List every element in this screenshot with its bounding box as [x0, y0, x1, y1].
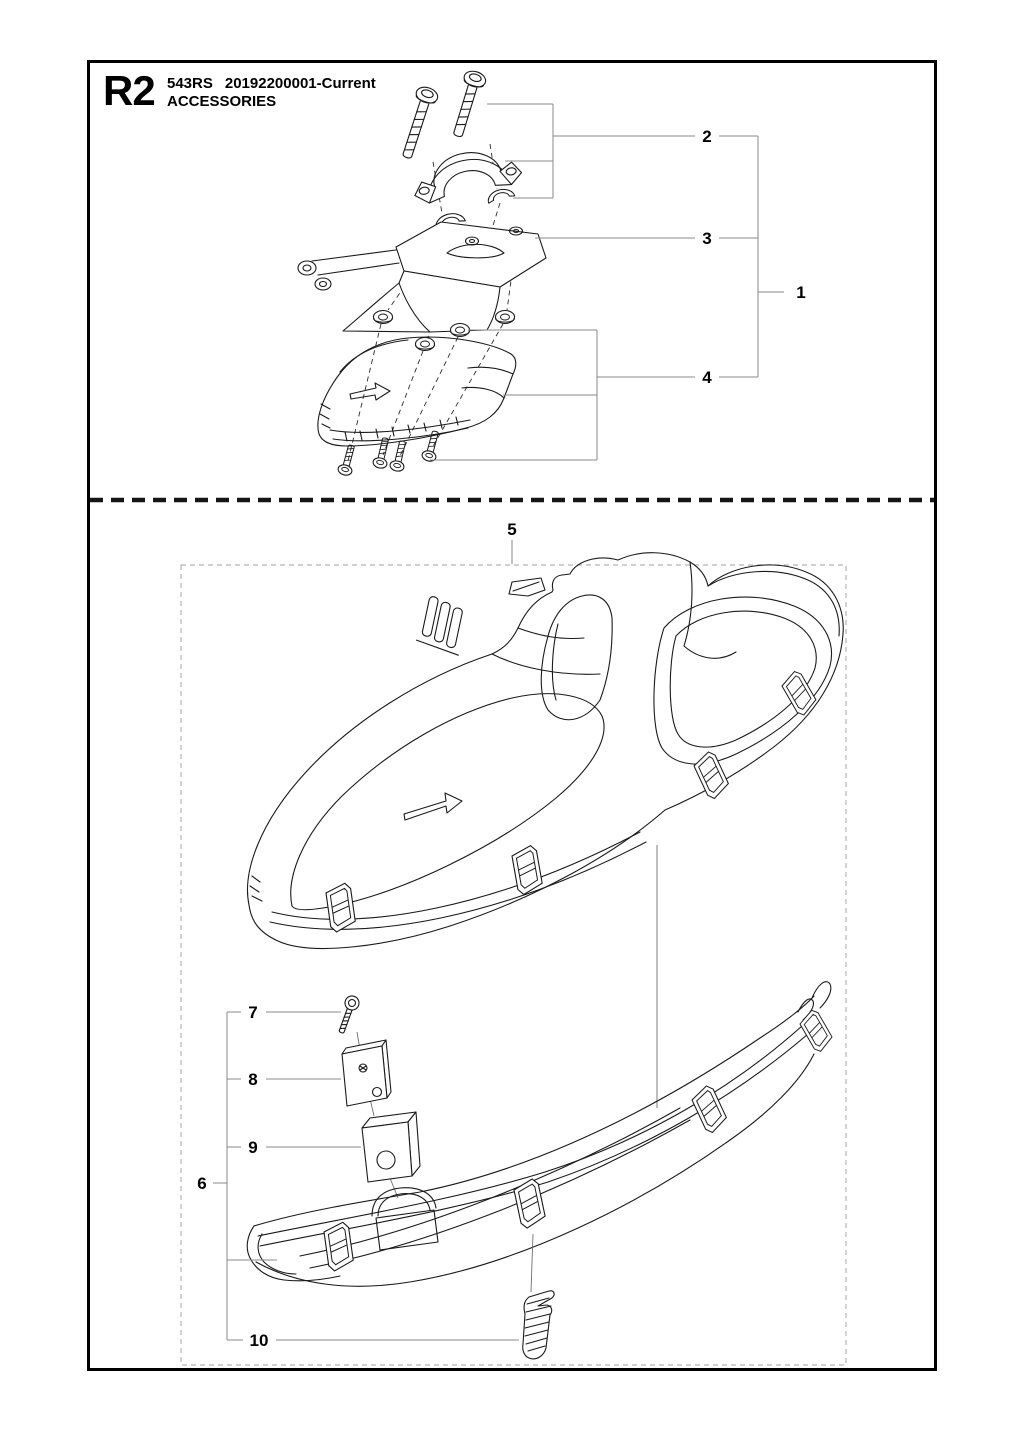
callout-5-label: 5 — [507, 520, 517, 539]
friction-plate-drawing — [342, 1040, 391, 1106]
latch-tab — [509, 578, 545, 596]
callout-8-label: 8 — [248, 1070, 258, 1089]
clip-tab-icon — [779, 669, 820, 717]
screw-icon — [335, 994, 361, 1035]
item10-connector — [531, 1234, 533, 1292]
clip-tab-icon — [511, 845, 544, 896]
screw-icon — [372, 437, 393, 470]
guard-extension-drawing — [247, 982, 835, 1287]
direction-arrow-icon — [350, 383, 390, 400]
kit-group-box — [181, 565, 846, 1365]
ribbed-clip-drawing — [523, 1291, 554, 1359]
upper-exploded-assembly — [298, 69, 546, 477]
callout-6-label: 6 — [197, 1174, 207, 1193]
clip-tab-icon — [513, 1178, 547, 1229]
callout-2-label: 2 — [702, 127, 712, 146]
guard-drawing — [318, 337, 516, 446]
extension-kit-parts — [335, 994, 420, 1198]
screw-icon — [337, 444, 358, 477]
serial-range: 20192200001-Current — [224, 75, 376, 92]
callout-7-label: 7 — [248, 1003, 258, 1022]
clamp-insert-drawing — [486, 187, 515, 203]
bolt-icon — [447, 69, 488, 140]
washer-icon — [496, 311, 515, 324]
washer-icon — [374, 311, 393, 324]
callout-3-label: 3 — [702, 229, 712, 248]
vent-fins — [415, 595, 469, 655]
callout-4-label: 4 — [702, 368, 712, 387]
spacer-block-drawing — [362, 1112, 420, 1182]
clip-tab-icon — [689, 1084, 729, 1135]
callout-10-label: 10 — [249, 1331, 269, 1350]
bolt-icon — [396, 85, 440, 161]
large-guard-drawing — [248, 553, 844, 949]
clip-tab-icon — [797, 1008, 835, 1053]
washer-icon — [416, 338, 435, 351]
clip-tab-icon — [691, 750, 731, 801]
direction-arrow-icon — [404, 793, 462, 820]
callout-9-label: 9 — [248, 1138, 258, 1157]
washer-icon — [451, 324, 470, 337]
model-number: 543RS — [167, 75, 213, 92]
screw-icon — [389, 440, 410, 473]
section-code: R2 — [103, 67, 155, 114]
callout-1-label: 1 — [796, 283, 806, 302]
clip-tab-icon — [325, 883, 356, 933]
page-subtitle: ACCESSORIES — [167, 93, 277, 110]
clamp-saddle-drawing — [409, 144, 524, 205]
